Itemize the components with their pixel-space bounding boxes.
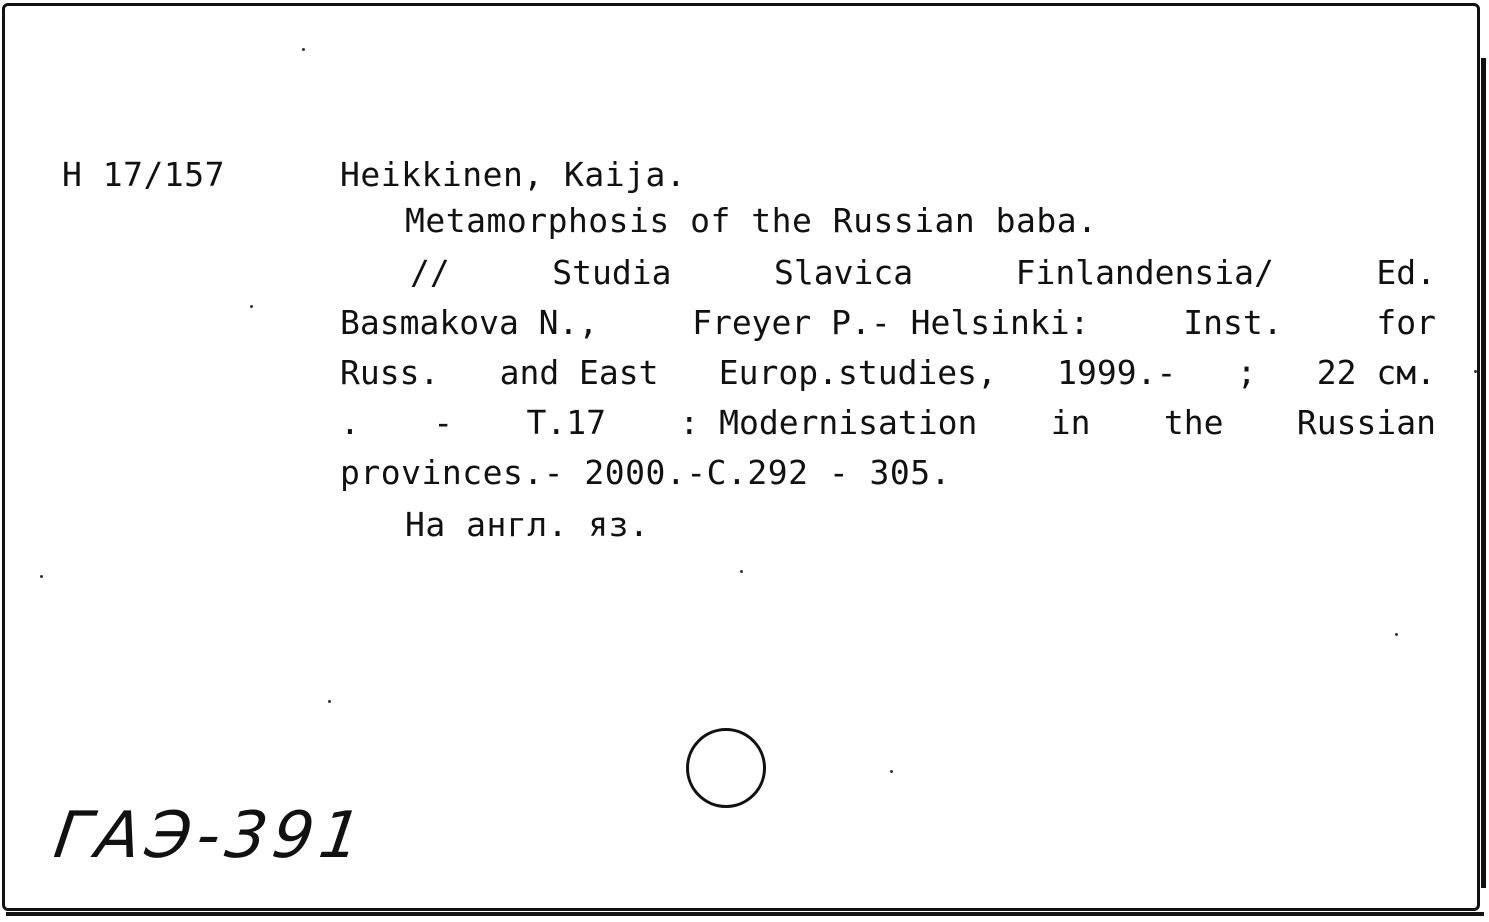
card-edge-shadow-right	[1481, 58, 1486, 888]
editors-word: for	[1376, 303, 1436, 342]
series-word: Studia	[552, 253, 672, 292]
pages-line: provinces.- 2000.-C.292 - 305.	[340, 453, 952, 492]
language-note: На англ. яз.	[405, 505, 650, 544]
series-word: Finlandensia/	[1015, 253, 1274, 292]
scan-speck	[1395, 633, 1398, 636]
card-edge-shadow-bottom	[6, 912, 1484, 916]
volume-word: Russian	[1296, 403, 1436, 442]
scan-speck	[890, 770, 893, 773]
volume-word: T.17	[526, 403, 606, 442]
publisher-word: Europ.studies,	[718, 353, 997, 392]
scan-speck	[740, 570, 743, 573]
volume-word: .	[340, 403, 360, 442]
volume-word: : Modernisation	[679, 403, 978, 442]
punch-hole	[686, 728, 766, 808]
volume-word: the	[1163, 403, 1224, 442]
series-word: Slavica	[774, 253, 914, 292]
editors-word: Basmakova N.,	[340, 303, 599, 342]
handwritten-shelf-mark: ГАЭ-391	[49, 799, 372, 873]
scan-speck	[302, 48, 305, 51]
series-word: //	[410, 253, 450, 292]
publisher-word: Russ.	[340, 353, 440, 392]
work-title: Metamorphosis of the Russian baba.	[405, 201, 1098, 240]
scan-speck	[328, 700, 331, 703]
publisher-word: 22 см.	[1316, 353, 1436, 392]
scan-speck	[1474, 370, 1477, 373]
series-line	[410, 248, 1436, 298]
editors-word: Inst.	[1183, 303, 1283, 342]
author-heading: Heikkinen, Kaija.	[340, 155, 687, 194]
volume-word: -	[433, 403, 454, 442]
publisher-line	[340, 348, 1436, 398]
scan-speck	[250, 305, 253, 308]
volume-line	[340, 398, 1436, 448]
call-number: H 17/157	[62, 155, 225, 194]
publisher-word: ;	[1236, 353, 1257, 392]
publisher-word: 1999.-	[1057, 353, 1177, 392]
publisher-word: and East	[499, 353, 659, 392]
editors-line	[340, 298, 1436, 348]
volume-word: in	[1050, 403, 1091, 442]
scan-speck	[40, 575, 43, 578]
editors-word: Freyer P.- Helsinki:	[692, 303, 1090, 342]
series-word: Ed.	[1376, 253, 1436, 292]
